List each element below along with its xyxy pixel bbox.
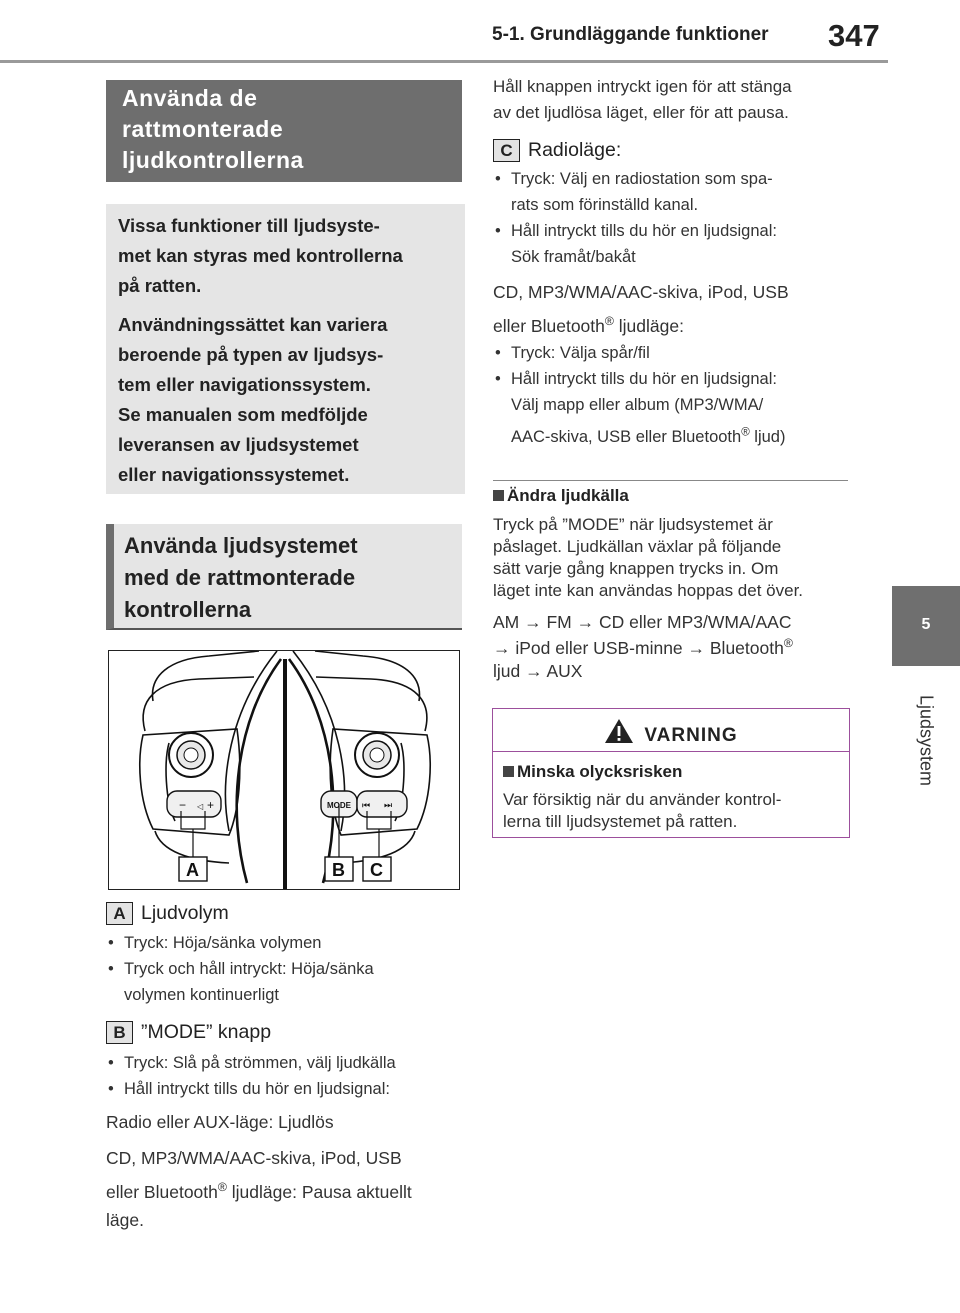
warning-line: lerna till ljudsystemet på ratten.	[503, 812, 738, 831]
bullet-text: Tryck: Slå på strömmen, välj ljudkälla	[124, 1054, 396, 1072]
svg-text:+: +	[207, 798, 215, 812]
source-heading-text: Ändra ljudkälla	[507, 486, 629, 505]
callout-b-title: ”MODE” knapp	[141, 1021, 272, 1043]
para-line: påslaget. Ljudkällan växlar på följande	[493, 537, 782, 556]
figure-label-b: B	[332, 860, 345, 880]
bullet-text: Håll intryckt tills du hör en ljudsignal:	[124, 1080, 390, 1098]
source-heading	[493, 486, 629, 506]
chapter-number: 5	[921, 616, 931, 633]
registered-mark: ®	[741, 426, 750, 439]
bullet-item	[493, 218, 853, 270]
warning-body	[493, 752, 849, 833]
chapter-label: Ljudsystem	[916, 694, 937, 787]
bullet-item	[106, 956, 466, 1008]
heading-line: ljudkontrollerna	[122, 147, 304, 173]
bullet-text: Tryck och håll intryckt: Höja/sänka	[124, 960, 374, 978]
svg-text:MODE: MODE	[327, 801, 351, 810]
bullet-text: Håll intryckt tills du hör en ljudsignal:	[511, 370, 777, 388]
intro-line: eller navigationssystemet.	[118, 464, 350, 485]
para-line: Tryck på ”MODE” när ljudsystemet är	[493, 515, 773, 534]
header-rule	[0, 60, 888, 63]
bt-post: ljud)	[749, 428, 786, 446]
callout-b-bullets	[106, 1050, 466, 1102]
warning-subheading	[503, 761, 839, 783]
bullet-text: Håll intryckt tills du hör en ljudsignal:	[511, 222, 777, 240]
bluetooth-line-right	[493, 316, 684, 337]
figure-label-a: A	[186, 860, 199, 880]
heading-line: rattmonterade	[122, 116, 284, 142]
chapter-tab	[892, 586, 960, 666]
svg-text:◁: ◁	[197, 802, 204, 811]
intro-box	[106, 204, 465, 494]
para-line: sätt varje gång knappen trycks in. Om	[493, 559, 779, 578]
intro-paragraph	[118, 211, 455, 301]
sequence-line-2	[493, 638, 793, 659]
bullet-text: rats som förinställd kanal.	[511, 196, 699, 214]
svg-text:−: −	[179, 798, 187, 812]
callout-a	[106, 902, 229, 925]
last-line: läge.	[106, 1210, 144, 1230]
bullet-text: Välj mapp eller album (MP3/WMA/	[511, 396, 764, 414]
heading-line: Använda ljudsystemet	[124, 533, 358, 558]
bullet-text: Sök framåt/bakåt	[511, 248, 636, 266]
warning-header	[493, 709, 849, 752]
para-top	[493, 74, 792, 126]
warning-triangle-icon	[604, 718, 634, 744]
warning-line: Var försiktig när du använder kontrol-	[503, 790, 782, 809]
section-title: 5-1. Grundläggande funktioner	[492, 24, 769, 45]
registered-mark: ®	[217, 1180, 227, 1195]
callout-c	[493, 139, 621, 162]
bullet-item	[106, 1076, 466, 1102]
callout-a-bullets	[106, 930, 466, 1008]
heading-steering-controls	[106, 80, 462, 182]
tag-a: A	[106, 902, 133, 925]
radio-aux-line: Radio eller AUX-läge: Ljudlös	[106, 1112, 334, 1132]
square-bullet-icon	[493, 490, 504, 501]
intro-line: met kan styras med kontrollerna	[118, 245, 403, 266]
bullet-text: Tryck: Välja spår/fil	[511, 344, 650, 362]
bullet-item	[106, 1050, 466, 1076]
bullet-text: Tryck: Välj en radiostation som spa-	[511, 170, 773, 188]
intro-line: tem eller navigationssystem.	[118, 374, 371, 395]
intro-line: beroende på typen av ljudsys-	[118, 344, 384, 365]
cd-line: CD, MP3/WMA/AAC-skiva, iPod, USB	[106, 1148, 402, 1168]
bt-pre: AAC-skiva, USB eller Bluetooth	[511, 428, 742, 446]
seq-text: → iPod eller USB-minne → Bluetooth	[493, 638, 784, 658]
source-paragraph	[493, 514, 803, 602]
bullet-item	[493, 340, 853, 366]
intro-line: Vissa funktioner till ljudsyste-	[118, 215, 380, 236]
intro-line: Användningssättet kan variera	[118, 314, 388, 335]
section-divider	[493, 480, 848, 481]
warning-title: VARNING	[644, 725, 738, 746]
intro-line: på ratten.	[118, 275, 202, 296]
bullet-item	[493, 166, 853, 218]
registered-mark: ®	[783, 636, 793, 651]
tag-c: C	[493, 139, 520, 162]
heading-line: med de rattmonterade	[124, 565, 356, 590]
callout-a-title: Ljudvolym	[141, 902, 229, 924]
figure-label-c: C	[370, 860, 383, 880]
steering-wheel-figure	[108, 650, 460, 890]
sequence-line-1: AM → FM → CD eller MP3/WMA/AAC	[493, 612, 792, 632]
center-line	[283, 659, 287, 890]
para-line: läget inte kan användas hoppas det över.	[493, 581, 804, 600]
registered-mark: ®	[604, 314, 614, 329]
heading-line: kontrollerna	[124, 597, 252, 622]
callout-c-title: Radioläge:	[528, 139, 622, 161]
bt-post: ljudläge: Pausa aktuellt	[226, 1182, 412, 1202]
heading-audio-system	[106, 524, 462, 630]
callout-c-bullets	[493, 166, 853, 270]
heading-line: Använda de	[122, 85, 258, 111]
callout-b	[106, 1021, 271, 1044]
intro-line: Se manualen som medföljde	[118, 404, 368, 425]
square-bullet-icon	[503, 766, 514, 777]
para-line: Håll knappen intryckt igen för att stänga	[493, 77, 792, 96]
sequence-line-3: ljud → AUX	[493, 661, 583, 681]
svg-text:⏭: ⏭	[384, 800, 393, 810]
page-number: 347	[828, 18, 880, 53]
callout-c-bullets-2	[493, 340, 853, 450]
bt-post: ljudläge:	[613, 316, 684, 336]
bluetooth-line	[106, 1182, 412, 1203]
intro-paragraph	[118, 310, 455, 490]
bullet-text: Tryck: Höja/sänka volymen	[124, 934, 322, 952]
svg-text:⏮: ⏮	[362, 800, 371, 810]
bullet-item	[106, 930, 466, 956]
warning-subheading-text: Minska olycksrisken	[517, 762, 683, 781]
bullet-text: volymen kontinuerligt	[124, 986, 279, 1004]
cd-line-right: CD, MP3/WMA/AAC-skiva, iPod, USB	[493, 282, 789, 302]
bullet-item	[493, 366, 853, 450]
tag-b: B	[106, 1021, 133, 1044]
warning-box	[492, 708, 850, 838]
steering-wheel-illustration	[109, 651, 460, 890]
intro-line: leveransen av ljudsystemet	[118, 434, 359, 455]
bullet-text	[511, 424, 785, 450]
para-line: av det ljudlösa läget, eller för att pausa.	[493, 103, 789, 122]
bt-pre: eller Bluetooth	[493, 316, 605, 336]
bt-pre: eller Bluetooth	[106, 1182, 218, 1202]
